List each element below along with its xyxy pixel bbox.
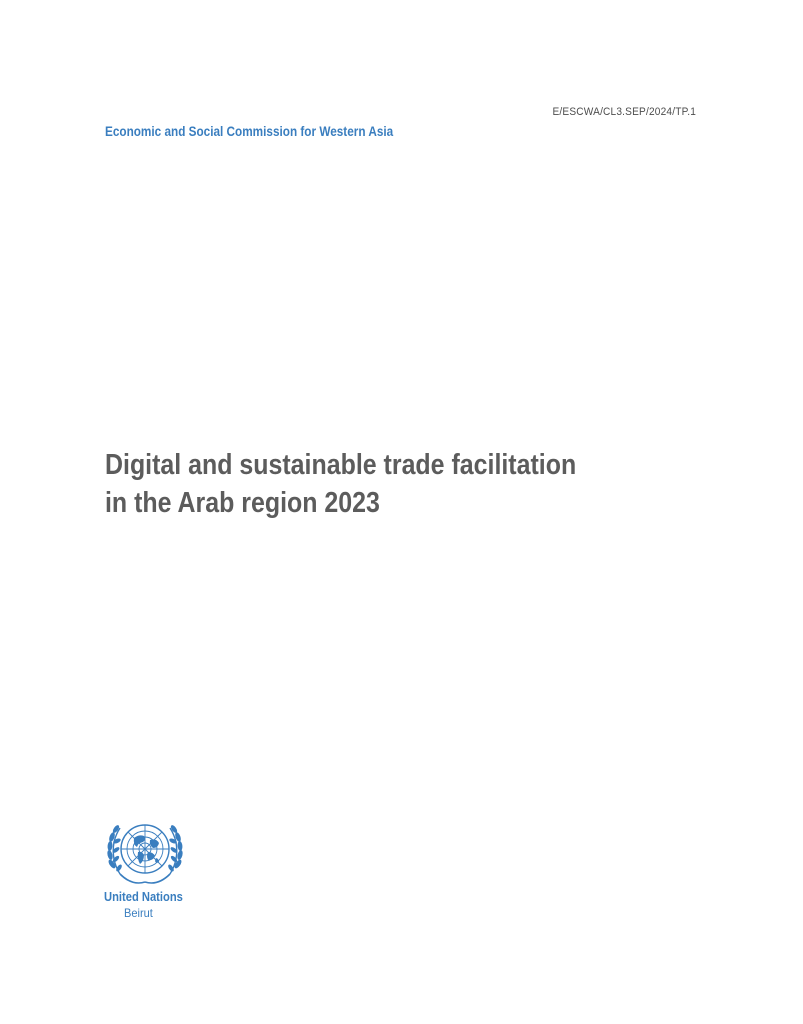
united-nations-label: United Nations [104,889,183,904]
report-title-line-2: in the Arab region 2023 [105,487,380,519]
document-symbol: E/ESCWA/CL3.SEP/2024/TP.1 [552,106,696,118]
un-emblem-icon [104,814,186,890]
city-label: Beirut [124,906,153,920]
organization-name: Economic and Social Commission for Western Asia [105,123,394,139]
report-title [105,446,576,522]
report-title-line-1: Digital and sustainable trade facilitation [105,449,577,481]
